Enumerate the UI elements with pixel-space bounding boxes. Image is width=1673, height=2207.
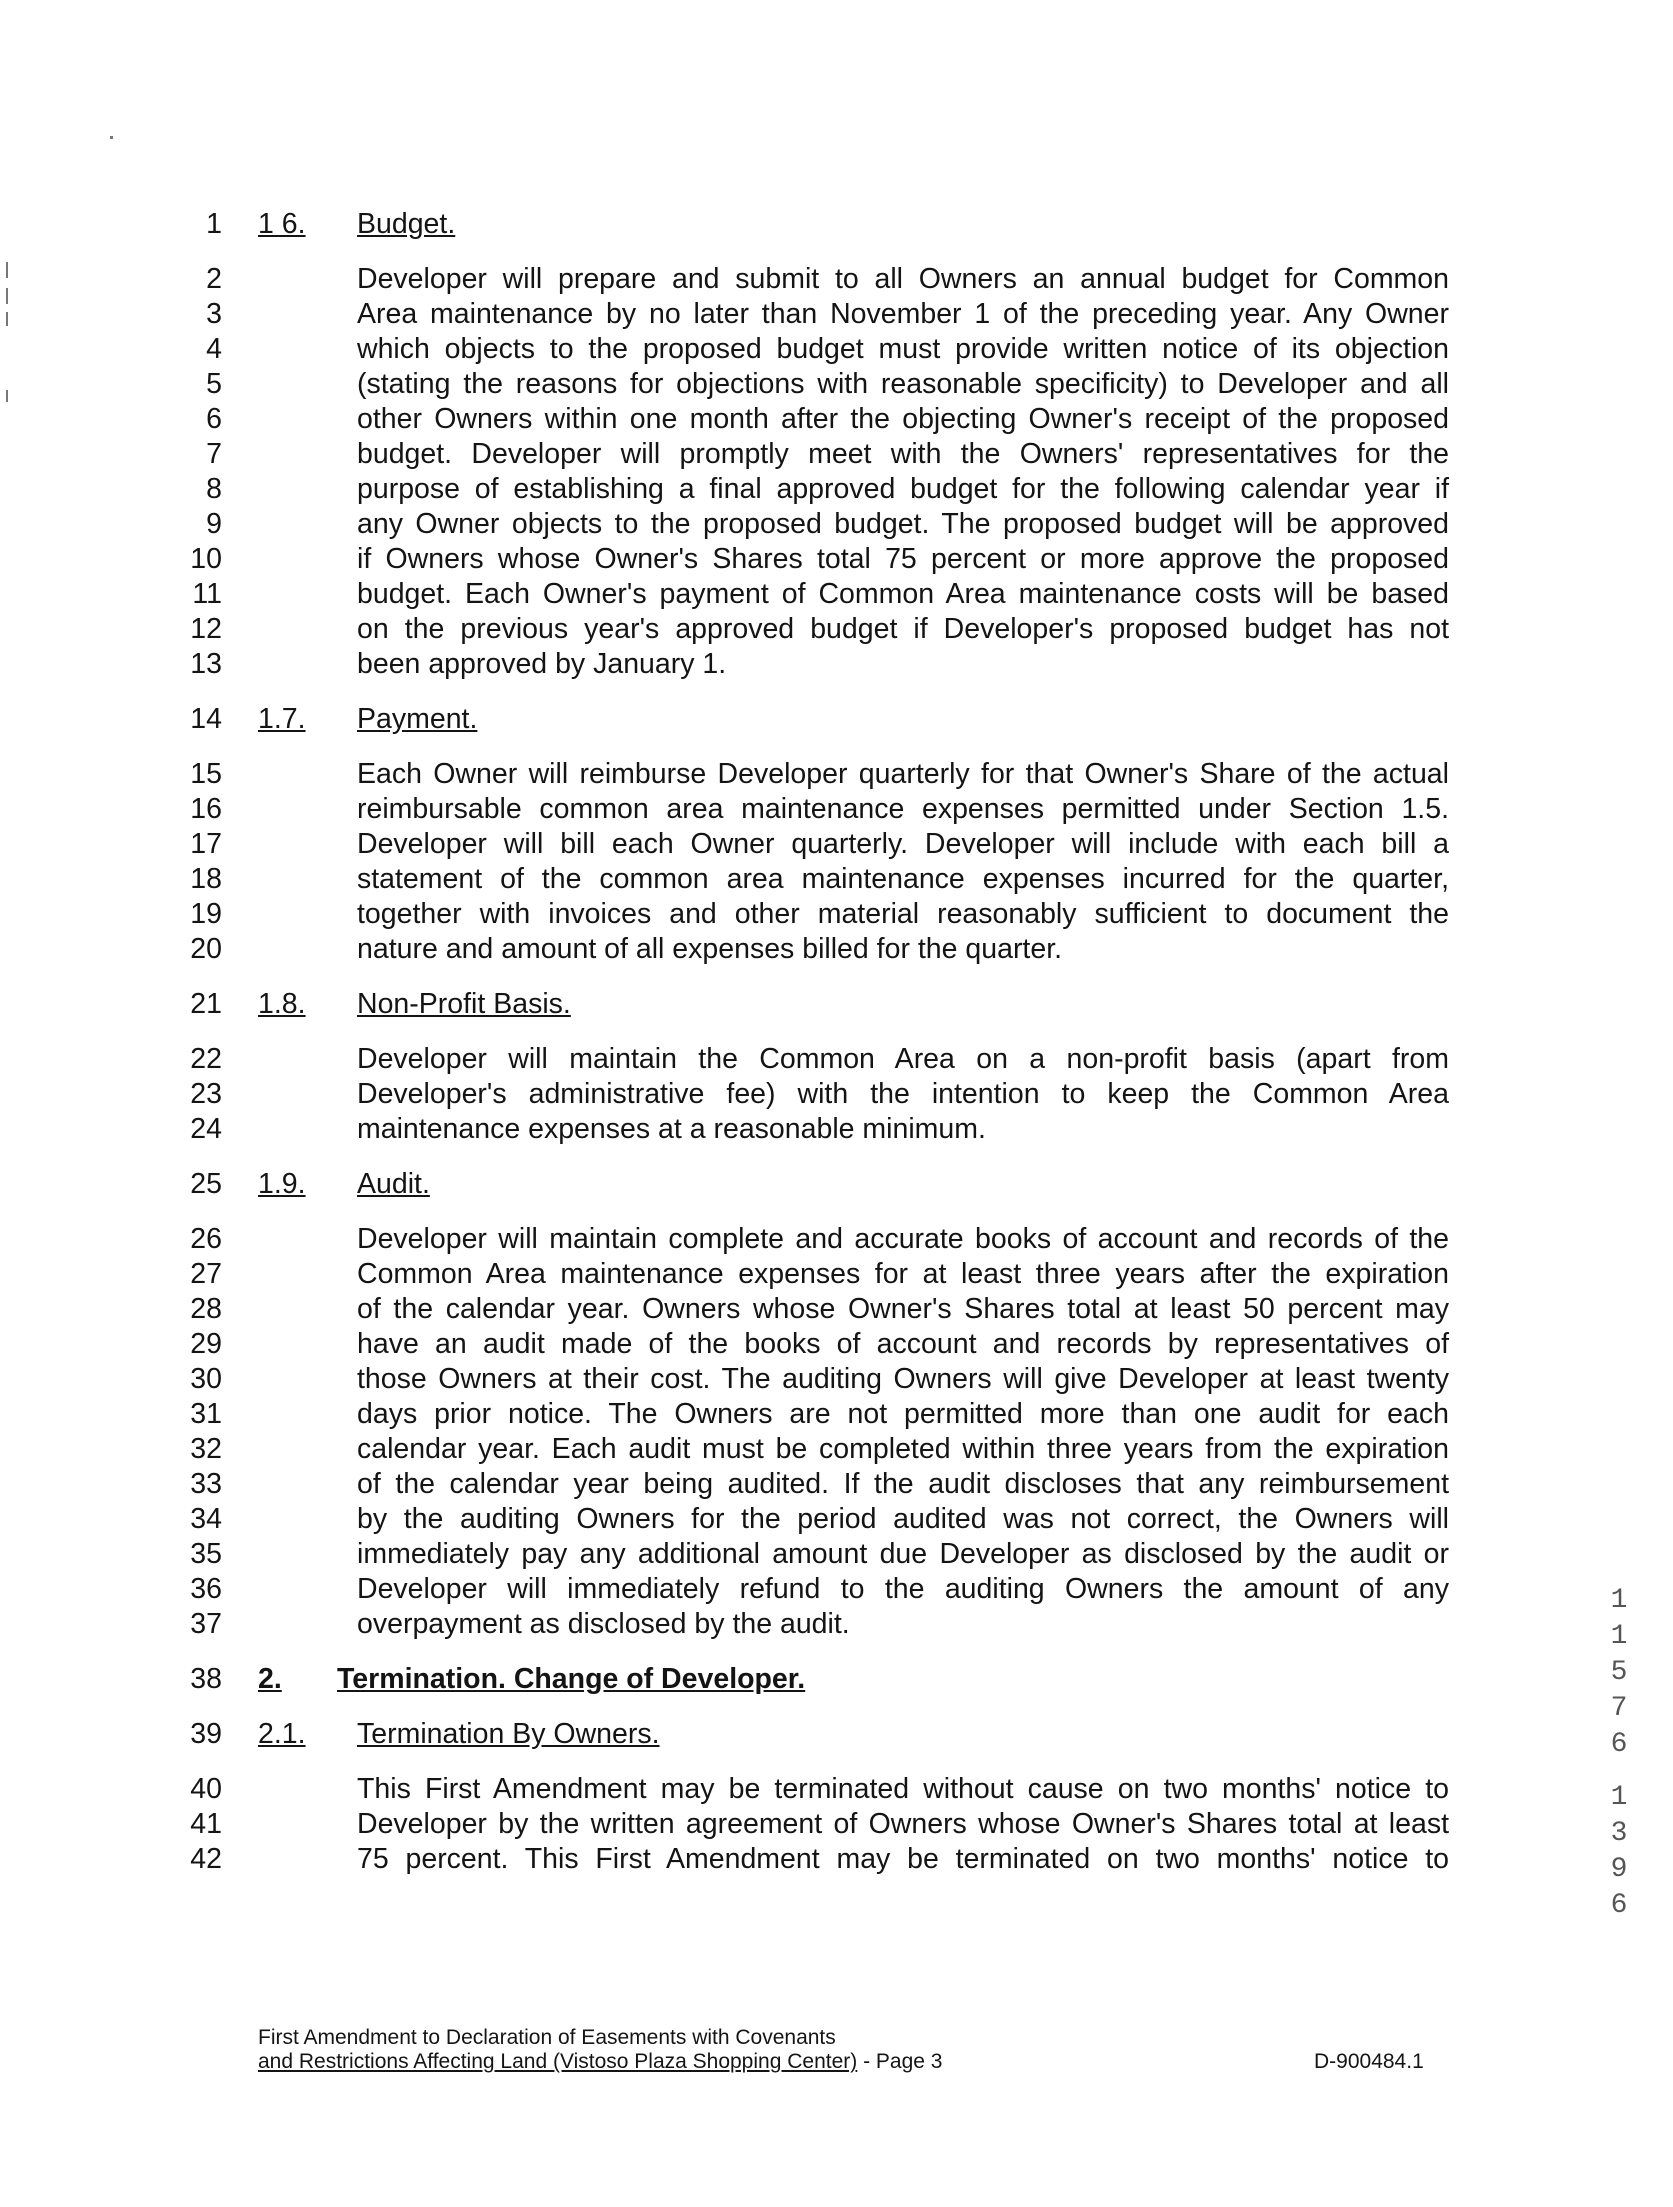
document-line: [0, 437, 1673, 472]
body-text: This First Amendment may be terminated without cause on two months' notice to: [357, 1773, 1449, 1805]
body-text: Developer will bill each Owner quarterly. Developer will include with each bill a: [357, 828, 1449, 860]
body-text: reimbursable common area maintenance expenses permitted under Section 1.5.: [357, 793, 1449, 825]
document-line: [0, 1222, 1673, 1257]
scan-mark: [6, 312, 8, 326]
section-heading: Termination. Change of Developer.: [337, 1663, 806, 1695]
line-number: 22: [190, 1043, 222, 1075]
line-number: 18: [190, 863, 222, 895]
body-text: of the calendar year being audited. If the audit discloses that any reimbursement: [357, 1468, 1449, 1500]
document-line: [0, 862, 1673, 897]
line-number: 32: [190, 1433, 222, 1465]
document-line: [0, 757, 1673, 792]
document-line: [0, 1467, 1673, 1502]
document-line: [0, 367, 1673, 402]
line-number: 11: [192, 578, 222, 610]
line-number: 35: [190, 1538, 222, 1570]
body-text: Area maintenance by no later than November 1 of the preceding year. Any Owner: [357, 298, 1449, 330]
document-line: [0, 1772, 1673, 1807]
line-number: 17: [190, 828, 222, 860]
document-line: [0, 1362, 1673, 1397]
footer-title: [258, 2026, 836, 2050]
body-text: Developer by the written agreement of Owners whose Owner's Shares total at least: [357, 1808, 1449, 1840]
line-number: 1: [206, 208, 222, 240]
document-line: [0, 647, 1673, 682]
line-number: 14: [190, 703, 222, 735]
section-heading: Payment.: [357, 703, 478, 735]
document-line: [0, 1662, 1673, 1697]
document-line: [0, 1042, 1673, 1077]
body-text: by the auditing Owners for the period audited was not correct, the Owners will: [357, 1503, 1449, 1535]
line-number: 42: [190, 1843, 222, 1875]
line-number: 27: [190, 1258, 222, 1290]
line-number: 37: [190, 1608, 222, 1640]
body-text: Developer will maintain the Common Area on a non-profit basis (apart from: [357, 1043, 1449, 1075]
document-line: [0, 792, 1673, 827]
document-line: [0, 1842, 1673, 1877]
body-text: other Owners within one month after the objecting Owner's receipt of the proposed: [357, 403, 1449, 435]
line-number: 26: [190, 1223, 222, 1255]
document-line: [0, 1502, 1673, 1537]
document-line: [0, 1257, 1673, 1292]
line-number: 10: [190, 543, 222, 575]
line-number: 15: [190, 758, 222, 790]
line-number: 38: [190, 1663, 222, 1695]
document-line: [0, 1537, 1673, 1572]
body-text: budget. Each Owner's payment of Common Area maintenance costs will be based: [357, 578, 1449, 610]
line-number: 29: [190, 1328, 222, 1360]
body-text: those Owners at their cost. The auditing Owners will give Developer at least twenty: [357, 1363, 1449, 1395]
stamp-digit: 6: [1610, 1890, 1628, 1921]
line-number: 28: [190, 1293, 222, 1325]
line-number: 21: [190, 988, 222, 1020]
line-number: 39: [190, 1718, 222, 1750]
body-text: budget. Developer will promptly meet with the Owners' representatives for the: [357, 438, 1449, 470]
footer-title-2: [258, 2050, 942, 2074]
document-line: [0, 507, 1673, 542]
line-number: 30: [190, 1363, 222, 1395]
document-line: [0, 897, 1673, 932]
line-number: 4: [206, 333, 222, 365]
document-line: [0, 702, 1673, 737]
line-number: 5: [206, 368, 222, 400]
document-line: [0, 1607, 1673, 1642]
line-number: 3: [206, 298, 222, 330]
document-line: [0, 932, 1673, 967]
document-line: [0, 207, 1673, 242]
body-text: days prior notice. The Owners are not permitted more than one audit for each: [357, 1398, 1449, 1430]
stamp-digit: 1: [1610, 1585, 1628, 1616]
body-text: statement of the common area maintenance expenses incurred for the quarter,: [357, 863, 1449, 895]
line-number: 12: [190, 613, 222, 645]
body-text: Common Area maintenance expenses for at least three years after the expiration: [357, 1258, 1449, 1290]
document-line: [0, 1112, 1673, 1147]
body-text: Developer's administrative fee) with the intention to keep the Common Area: [357, 1078, 1449, 1110]
document-line: [0, 262, 1673, 297]
document-line: [0, 827, 1673, 862]
document-line: [0, 332, 1673, 367]
line-number: 19: [190, 898, 222, 930]
body-text: Developer will prepare and submit to all Owners an annual budget for Common: [357, 263, 1449, 295]
body-text: Developer will maintain complete and accurate books of account and records of the: [357, 1223, 1449, 1255]
section-heading: Non-Profit Basis.: [357, 988, 571, 1020]
section-number: 1.9.: [258, 1168, 306, 1200]
scan-mark: [110, 136, 113, 139]
line-number: 16: [190, 793, 222, 825]
section-number: 2.1.: [258, 1718, 306, 1750]
line-number: 34: [190, 1503, 222, 1535]
footer-title-line2: and Restrictions Affecting Land (Vistoso Plaza Shopping Center): [258, 2050, 858, 2073]
body-text: have an audit made of the books of account and records by representatives of: [357, 1328, 1449, 1360]
line-number: 24: [190, 1113, 222, 1145]
document-line: [0, 1077, 1673, 1112]
line-number: 7: [206, 438, 222, 470]
document-line: [0, 297, 1673, 332]
section-heading: Audit.: [357, 1168, 430, 1200]
section-number: 1.7.: [258, 703, 306, 735]
line-number: 6: [206, 403, 222, 435]
document-line: [0, 402, 1673, 437]
scan-mark: [6, 390, 8, 402]
body-text: nature and amount of all expenses billed for the quarter.: [357, 933, 1063, 965]
line-number: 36: [190, 1573, 222, 1605]
stamp-digit: 3: [1610, 1818, 1628, 1849]
line-number: 33: [190, 1468, 222, 1500]
line-number: 8: [206, 473, 222, 505]
document-line: [0, 1572, 1673, 1607]
line-number: 2: [206, 263, 222, 295]
stamp-digit: 7: [1610, 1693, 1628, 1724]
document-line: [0, 577, 1673, 612]
body-text: (stating the reasons for objections with reasonable specificity) to Developer and all: [357, 368, 1449, 400]
stamp-digit: 1: [1610, 1621, 1628, 1652]
body-text: maintenance expenses at a reasonable minimum.: [357, 1113, 986, 1145]
line-number: 31: [190, 1398, 222, 1430]
body-text: on the previous year's approved budget if Developer's proposed budget has not: [357, 613, 1449, 645]
body-text: been approved by January 1.: [357, 648, 727, 680]
stamp-digit: 9: [1610, 1854, 1628, 1885]
line-number: 9: [206, 508, 222, 540]
body-text: if Owners whose Owner's Shares total 75 percent or more approve the proposed: [357, 543, 1449, 575]
line-number: 41: [190, 1808, 222, 1840]
footer-doc-id: D-900484.1: [1314, 2050, 1424, 2073]
line-number: 13: [190, 648, 222, 680]
body-text: of the calendar year. Owners whose Owner's Shares total at least 50 percent may: [357, 1293, 1449, 1325]
scan-mark: [6, 262, 8, 278]
body-text: calendar year. Each audit must be completed within three years from the expiration: [357, 1433, 1449, 1465]
stamp-digit: 5: [1610, 1657, 1628, 1688]
body-text: immediately pay any additional amount due Developer as disclosed by the audit or: [357, 1538, 1449, 1570]
body-text: 75 percent. This First Amendment may be terminated on two months' notice to: [357, 1843, 1449, 1875]
body-text: Developer will immediately refund to the auditing Owners the amount of any: [357, 1573, 1449, 1605]
body-text: Each Owner will reimburse Developer quarterly for that Owner's Share of the actual: [357, 758, 1449, 790]
document-line: [0, 1327, 1673, 1362]
document-line: [0, 1432, 1673, 1467]
document-line: [0, 542, 1673, 577]
document-line: [0, 1717, 1673, 1752]
section-number: 1 6.: [258, 208, 306, 240]
line-number: 25: [190, 1168, 222, 1200]
footer-page-number: - Page 3: [857, 2050, 943, 2073]
document-line: [0, 472, 1673, 507]
document-line: [0, 612, 1673, 647]
line-number: 40: [190, 1773, 222, 1805]
document-line: [0, 1807, 1673, 1842]
document-line: [0, 987, 1673, 1022]
section-number: 2.: [258, 1663, 282, 1695]
footer-title-line1: First Amendment to Declaration of Easements with Covenants: [258, 2026, 836, 2049]
body-text: together with invoices and other material reasonably sufficient to document the: [357, 898, 1449, 930]
document-line: [0, 1397, 1673, 1432]
line-number: 20: [190, 933, 222, 965]
body-text: purpose of establishing a final approved budget for the following calendar year if: [357, 473, 1449, 505]
document-line: [0, 1292, 1673, 1327]
stamp-digit: 6: [1610, 1729, 1628, 1760]
line-number: 23: [190, 1078, 222, 1110]
section-number: 1.8.: [258, 988, 306, 1020]
scan-mark: [6, 288, 8, 304]
stamp-digit: 1: [1610, 1782, 1628, 1813]
body-text: which objects to the proposed budget must provide written notice of its objection: [357, 333, 1449, 365]
section-heading: Budget.: [357, 208, 456, 240]
document-line: [0, 1167, 1673, 1202]
body-text: overpayment as disclosed by the audit.: [357, 1608, 850, 1640]
section-heading: Termination By Owners.: [357, 1718, 660, 1750]
body-text: any Owner objects to the proposed budget. The proposed budget will be approved: [357, 508, 1449, 540]
